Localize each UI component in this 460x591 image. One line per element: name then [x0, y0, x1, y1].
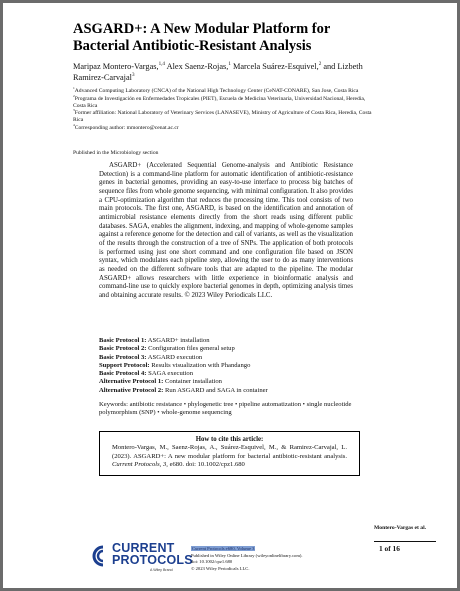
affiliation-number: 1	[73, 86, 75, 91]
keywords: Keywords: antibiotic resistance • phylogenetic tree • pipeline automatization • single nucleotide polymorphism (SNP) • whole-genome sequencing	[99, 401, 352, 417]
protocol-text: Container installation	[164, 378, 222, 386]
protocol-item	[99, 337, 359, 345]
citation-heading: How to cite this article:	[195, 436, 264, 443]
protocol-text: ASGARD execution	[147, 353, 203, 361]
author-name: Marcela Suárez-Esquivel,	[232, 62, 319, 71]
protocol-item	[99, 387, 359, 395]
citation-authors: Montero-Vargas, M., Saenz-Rojas, A., Suárez-Esquivel, M., & Ramirez-Carvajal, L. (2023). ASGARD+: A new modular platform for bacterial antibiotic-resistant analysis.	[112, 444, 347, 460]
affiliation-list	[73, 88, 373, 132]
citation-text	[100, 444, 359, 469]
affiliation-number: 2	[73, 93, 75, 98]
affiliation	[73, 88, 373, 95]
corresponding-author	[73, 125, 373, 132]
wiley-brand-tag: A Wiley Brand	[150, 568, 173, 572]
protocol-item	[99, 362, 359, 370]
logo-line-2: PROTOCOLS	[112, 553, 193, 567]
protocol-label: Support Protocol:	[99, 361, 150, 369]
paper-page	[3, 3, 457, 588]
publication-info	[191, 546, 361, 572]
running-head: Montero-Vargas et al.	[374, 525, 427, 531]
published-section-note: Published in the Microbiology section	[73, 150, 159, 156]
protocol-label: Basic Protocol 3:	[99, 353, 147, 361]
paper-title: ASGARD+: A New Modular Platform for Bacterial Antibiotic-Resistant Analysis	[73, 21, 331, 54]
page-number: 1 of 16	[379, 544, 400, 553]
logo-wordmark	[112, 542, 193, 566]
publication-line: Published in Wiley Online Library (wileyonlinelibrary.com).	[191, 552, 303, 558]
author-affil-mark: 1,4	[158, 61, 165, 68]
citation-journal: Current Protocols, 3,	[112, 461, 168, 469]
abstract-text: ASGARD+ (Accelerated Sequential Genome-analysis and Antibiotic Resistance Detection) is a command-line platform for automatic identification of antibiotic-resistance genes in bacterial genomes, providing an easy-to-use interface to process big batches of sequence files from whole genome sequencing, with minimal configuration. It also provides a CPU-optimization algorithm that reduces the processing time. This tool consists of two main protocols. The first one, ASGARD, is based on the identification and annotation of antimicrobial resistance elements directly from the short reads using different public databases. SAGA, enables the alignment, indexing, and mapping of whole-genome samples against a reference genome for the detection and call of variants, as well as the visualization of the results through the construction of a tree of SNPs. The application of both protocols is performed using just one short command and one configuration file based on JSON syntax, which modulates each pipeline step, allowing the user to do as many interventions as needed on the different software tools that are adapted to the pipeline. The modular ASGARD+ allows researchers with little experience in bioinformatic analysis and command-line use to quickly explore bacterial genomes in depth, optimizing analysis times and obtaining accurate results. © 2023 Wiley Periodicals LLC.	[99, 162, 353, 299]
affiliation-text: Former affiliation: National Laboratory of Veterinary Services (LANASEVE), Ministry of Agriculture of Costa Rica, Heredia, Costa Rica	[73, 110, 372, 124]
logo-line-1: CURRENT	[112, 541, 175, 555]
protocol-text: Configuration files general setup	[148, 345, 235, 353]
journal-volume-line	[191, 546, 361, 553]
protocol-label: Basic Protocol 4:	[99, 370, 147, 378]
copyright-line: © 2023 Wiley Periodicals LLC.	[191, 565, 250, 571]
protocol-item	[99, 370, 359, 378]
affiliation	[73, 93, 373, 113]
author-name: Maripaz Montero-Vargas,	[73, 62, 159, 71]
affiliation-text: Programa de Investigación en Enfermedades Tropicales (PIET), Escuela de Medicina Veterinaria, Universidad Nacional, Heredia, Costa Rica	[73, 95, 366, 109]
affiliation-text: Advanced Computing Laboratory (CNCA) of the National High Technology Center (CeNAT-CONARE), San Jose, Costa Rica	[74, 88, 359, 94]
protocol-item	[99, 378, 359, 386]
author-affil-mark: 2	[318, 61, 322, 68]
protocol-text: ASGARD+ installation	[147, 337, 210, 344]
affiliation-number: 3	[73, 108, 75, 113]
protocol-label: Alternative Protocol 1:	[99, 378, 164, 386]
publication-doi-line: doi: 10.1002/cpz1.680	[191, 559, 233, 565]
author-affil-mark: 1	[228, 61, 231, 68]
affiliation-number: 4	[73, 123, 75, 128]
affiliation	[73, 110, 373, 124]
journal-volume-highlight: Current Protocols e680, Volume 3	[192, 546, 255, 551]
footer-rule	[374, 541, 436, 542]
protocol-item	[99, 345, 359, 353]
protocol-text: Results visualization with Phandango	[151, 361, 251, 369]
protocol-label: Basic Protocol 2:	[99, 345, 147, 353]
protocol-label: Basic Protocol 1:	[99, 337, 147, 344]
author-affil-mark: 3	[131, 72, 135, 79]
citation-box	[99, 431, 360, 476]
author-list	[73, 61, 373, 83]
protocol-item	[99, 354, 359, 362]
author-name: Alex Saenz-Rojas,	[166, 62, 229, 71]
protocol-list	[99, 337, 359, 395]
author-name: and Lizbeth Ramirez-Carvajal	[73, 62, 363, 82]
corresponding-author-text: Corresponding author: mmontero@cenat.ac.cr	[74, 124, 179, 131]
citation-doi: e680. doi: 10.1002/cpz1.680	[167, 461, 245, 469]
protocol-text: SAGA execution	[148, 370, 194, 378]
current-protocols-logo	[90, 541, 193, 576]
protocol-text: Run ASGARD and SAGA in container	[164, 386, 268, 394]
protocol-label: Alternative Protocol 2:	[99, 386, 164, 394]
